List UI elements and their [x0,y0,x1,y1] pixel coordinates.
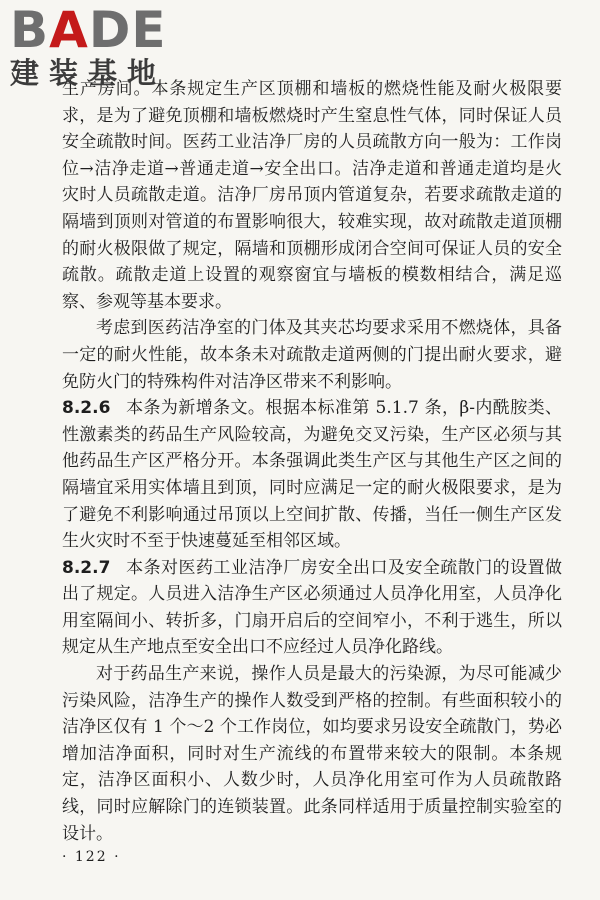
page-number: · 122 · [62,849,121,865]
paragraph: 对于药品生产来说，操作人员是最大的污染源，为尽可能减少污染风险，洁净生产的操作人数受到严格的控制。有些面积较小的洁净区仅有 1 个～2 个工作岗位，如均要求另设安全疏散门，势必增加洁净面积，同时对生产流线的布置带来较大的限制。本条规定，洁净区面积小、人数少时，人员净化用室可作为人员疏散路线，同时应解除门的连锁装置。此条同样适用于质量控制实验室的设计。 [62,664,562,844]
logo-wordmark [10,1,172,59]
logo-letter-a: A [49,1,89,59]
logo-subtitle: 建装基地 [10,56,167,90]
logo-letters-de: DE [88,1,167,59]
section-text: 本条为新增条文。根据本标准第 5.1.7 条，β-内酰胺类、性激素类的药品生产风险较高，为避免交叉污染，生产区必须与其他药品生产区严格分开。本条强调此类生产区与其他生产区之间的隔墙宜采用实体墙且到顶，同时应满足一定的耐火极限要求，是为了避免不利影响通过吊顶以上空间扩散、传播，当任一侧生产区发生火灾时不至于快速蔓延至相邻区域。 [62,398,562,552]
logo-letter-b: B [10,1,50,59]
body-text [62,76,562,847]
section-text: 本条对医药工业洁净厂房安全出口及安全疏散门的设置做出了规定。人员进入洁净生产区必须通过人员净化用室，人员净化用室隔间小、转折多，门扇开启后的空间窄小，不利于逃生，所以规定从生产地点至安全出口不应经过人员净化路线。 [62,557,562,658]
bade-logo [10,1,172,90]
section-8-2-7 [62,555,562,661]
section-number: 8.2.7 [62,557,111,578]
paragraph: 考虑到医药洁净室的门体及其夹芯均要求采用不燃烧体，具备一定的耐火性能，故本条未对疏散走道两侧的门提出耐火要求，避免防火门的特殊构件对洁净区带来不利影响。 [62,318,562,392]
section-number: 8.2.6 [62,398,111,419]
paragraph-continuation: 生产房间。本条规定生产区顶棚和墙板的燃烧性能及耐火极限要求，是为了避免顶棚和墙板燃烧时产生窒息性气体，同时保证人员安全疏散时间。医药工业洁净厂房的人员疏散方向一般为：工作岗位→洁净走道→普通走道→安全出口。洁净走道和普通走道均是火灾时人员疏散走道。洁净厂房吊顶内管道复杂，若要求疏散走道的隔墙到顶则对管道的布置影响很大，较难实现，故对疏散走道顶棚的耐火极限做了规定，隔墙和顶棚形成闭合空间可保证人员的安全疏散。疏散走道上设置的观察窗宜与墙板的模数相结合，满足巡察、参观等基本要求。 [62,79,562,312]
section-8-2-6 [62,395,562,555]
